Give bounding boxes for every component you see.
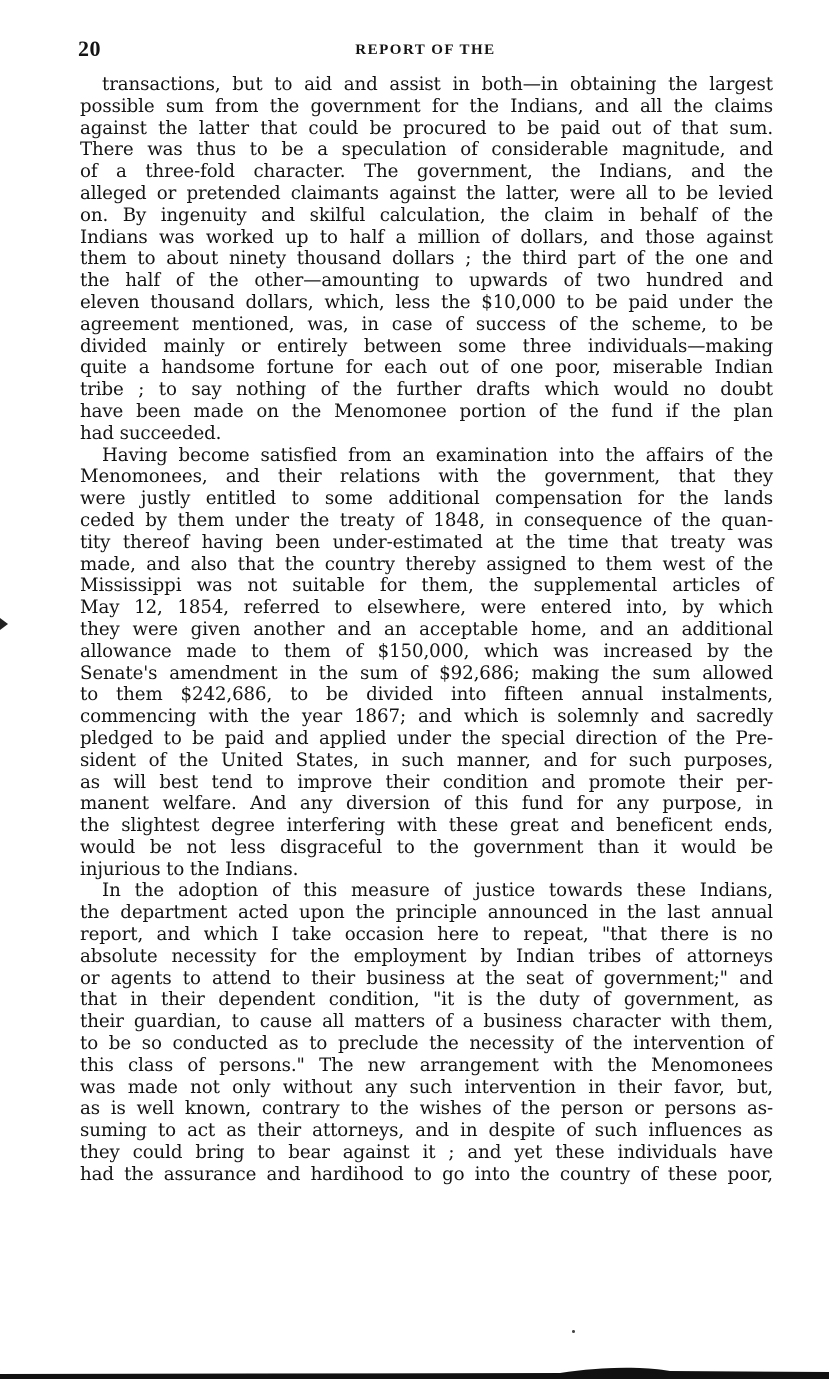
- text-line: commencing with the year 1867; and which is solemnly and sacredly: [80, 706, 773, 728]
- text-line: tity thereof having been under-estimated at the time that treaty was: [80, 531, 773, 553]
- text-line: that in their dependent condition, "it is the duty of government, as: [80, 989, 773, 1011]
- paragraph: [80, 74, 773, 445]
- text-line: manent welfare. And any diversion of this fund for any purpose, in: [80, 793, 773, 815]
- scan-bottom-edge: [0, 1363, 829, 1379]
- text-line: transactions, but to aid and assist in both—in obtaining the largest: [102, 74, 773, 95]
- text-line: In the adoption of this measure of justice towards these Indians,: [102, 880, 773, 902]
- running-head: REPORT OF THE: [355, 42, 496, 58]
- paragraph: [80, 880, 773, 1185]
- text-line: had succeeded.: [80, 422, 222, 444]
- text-line: Mississippi was not suitable for them, the supplemental articles of: [80, 575, 773, 597]
- text-line: or agents to attend to their business at the seat of government;" and: [80, 967, 773, 989]
- text-line: injurious to the Indians.: [80, 858, 299, 880]
- text-line: allowance made to them of $150,000, which was increased by the: [80, 640, 773, 662]
- text-line: this class of persons." The new arrangement with the Menomonees: [80, 1054, 773, 1076]
- text-line: suming to act as their attorneys, and in despite of such influences as: [80, 1120, 773, 1142]
- text-line: to them $242,686, to be divided into fifteen annual instalments,: [80, 684, 773, 706]
- text-line: as will best tend to improve their condition and promote their per-: [80, 771, 773, 793]
- text-line: tribe ; to say nothing of the further drafts which would no doubt: [80, 379, 773, 401]
- text-line: had the assurance and hardihood to go into the country of these poor,: [80, 1163, 773, 1185]
- text-line: Having become satisfied from an examination into the affairs of the: [102, 444, 773, 466]
- text-line: them to about ninety thousand dollars ; the third part of the one and: [80, 248, 773, 270]
- text-line: they could bring to bear against it ; and yet these individuals have: [80, 1142, 773, 1164]
- text-line: ceded by them under the treaty of 1848, in consequence of the quan-: [80, 509, 773, 531]
- text-line: alleged or pretended claimants against the latter, were all to be levied: [80, 182, 773, 204]
- text-line: possible sum from the government for the Indians, and all the claims: [80, 95, 773, 117]
- text-line: Indians was worked up to half a million of dollars, and those against: [80, 226, 773, 248]
- text-line: the half of the other—amounting to upwards of two hundred and: [80, 270, 773, 292]
- text-line: of a three-fold character. The government, the Indians, and the: [80, 161, 773, 183]
- text-line: eleven thousand dollars, which, less the $10,000 to be paid under the: [80, 291, 773, 313]
- text-line: May 12, 1854, referred to elsewhere, were entered into, by which: [80, 597, 773, 619]
- text-line: was made not only without any such intervention in their favor, but,: [80, 1076, 773, 1098]
- text-line: divided mainly or entirely between some three individuals—making: [80, 335, 773, 357]
- text-line: quite a handsome fortune for each out of one poor, miserable Indian: [80, 357, 773, 379]
- text-line: to be so conducted as to preclude the necessity of the intervention of: [80, 1033, 773, 1055]
- text-line: on. By ingenuity and skilful calculation, the claim in behalf of the: [80, 204, 773, 226]
- text-line: against the latter that could be procured to be paid out of that sum.: [80, 117, 773, 139]
- text-line: the slightest degree interfering with these great and beneficent ends,: [80, 815, 773, 837]
- text-line: they were given another and an acceptable home, and an additional: [80, 618, 773, 640]
- text-line: agreement mentioned, was, in case of success of the scheme, to be: [80, 313, 773, 335]
- text-line: report, and which I take occasion here to repeat, "that there is no: [80, 924, 773, 946]
- page-number: 20: [78, 36, 101, 61]
- text-line: would be not less disgraceful to the government than it would be: [80, 836, 773, 858]
- body-text: [80, 74, 773, 1186]
- text-line: their guardian, to cause all matters of a business character with them,: [80, 1011, 773, 1033]
- margin-mark: [0, 615, 8, 627]
- page-header: [78, 36, 773, 62]
- scan-speck: [572, 1330, 575, 1333]
- text-line: sident of the United States, in such manner, and for such purposes,: [80, 749, 773, 771]
- text-line: as is well known, contrary to the wishes of the person or persons as-: [80, 1098, 773, 1120]
- text-line: Senate's amendment in the sum of $92,686; making the sum allowed: [80, 662, 773, 684]
- text-line: absolute necessity for the employment by Indian tribes of attorneys: [80, 945, 773, 967]
- text-line: made, and also that the country thereby assigned to them west of the: [80, 553, 773, 575]
- text-line: have been made on the Menomonee portion of the fund if the plan: [80, 400, 773, 422]
- paragraph: [80, 445, 773, 881]
- text-line: the department acted upon the principle announced in the last annual: [80, 902, 773, 924]
- text-line: pledged to be paid and applied under the special direction of the Pre-: [80, 727, 773, 749]
- text-line: were justly entitled to some additional compensation for the lands: [80, 488, 773, 510]
- text-line: Menomonees, and their relations with the government, that they: [80, 466, 773, 488]
- text-line: There was thus to be a speculation of considerable magnitude, and: [80, 139, 773, 161]
